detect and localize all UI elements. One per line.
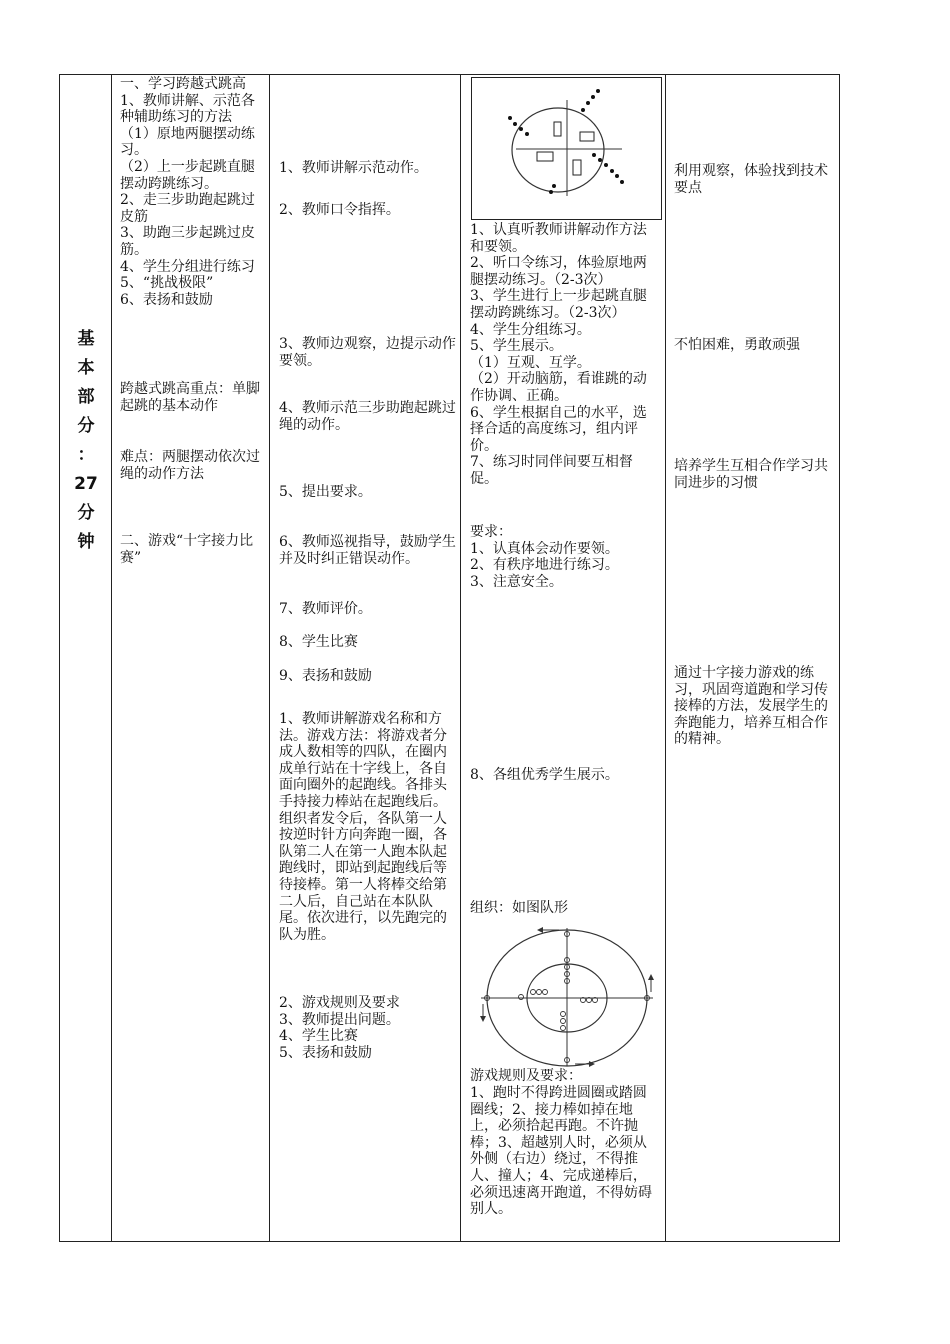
game-title: 二、游戏“十字接力比赛” — [120, 533, 254, 566]
column-divider — [269, 75, 270, 1241]
relay-formation-diagram — [471, 922, 661, 1067]
content-line: 6、表扬和鼓励 — [120, 291, 213, 308]
student-item: 4、学生分组练习。 — [470, 321, 591, 338]
section-char: 27 — [74, 474, 98, 494]
intent-item: 培养学生互相合作学习共同进步的习惯 — [674, 458, 828, 491]
teacher-item: 6、教师巡视指导，鼓励学生并及时纠正错误动作。 — [279, 534, 456, 567]
organization-label: 组织：如图队形 — [470, 900, 568, 916]
game-description: 1、教师讲解游戏名称和方法。游戏方法：将游戏者分成人数相等的四队，在圈内成单行站在十字线上，各自面向圈外的起跑线。各排头手持接力棒站在起跑线后。组织者发令后，各队第一人按逆时针方向奔跑一圈，各队第二人在第一人跑本队起跑线时，即站到起跑线后等待接棒。第一人将棒交给第二人后，自己站在本队队尾。依次进行，以先跑完的队为胜。 — [279, 711, 447, 943]
requirement-title: 要求： — [470, 524, 512, 540]
intent-item: 通过十字接力游戏的练习，巩固弯道跑和学习传接棒的方法，发展学生的奔跑能力，培养互相合作的精神。 — [674, 665, 828, 748]
section-char: 分 — [77, 503, 95, 523]
content-line: 1、教师讲解、示范各种辅助练习的方法 — [120, 92, 255, 126]
teacher-item: 3、教师边观察，边提示动作要领。 — [279, 336, 456, 369]
column-divider — [111, 75, 112, 1241]
content-line: 2、走三步助跑起跳过皮筋 — [120, 192, 255, 225]
rules-title: 游戏规则及要求： — [470, 1068, 582, 1084]
student-items — [470, 222, 660, 488]
requirement-item: 1、认真体会动作要领。 — [470, 540, 619, 557]
section-char: ： — [77, 445, 95, 465]
student-dots — [508, 89, 624, 194]
formation-drawing-2 — [471, 922, 661, 1067]
content-lines — [120, 76, 264, 308]
requirement-item: 3、注意安全。 — [470, 573, 563, 590]
teacher-game-items — [279, 995, 455, 1061]
teacher-item: 1、教师讲解示范动作。 — [279, 160, 428, 176]
content-line: 一、学习跨越式跳高 — [120, 76, 246, 92]
student-item: 2、听口令练习，体验原地两腿摆动练习。（2-3次） — [470, 255, 647, 288]
difficulty-point: 难点：两腿摆动依次过绳的动作方法 — [120, 449, 260, 482]
content-line: （2）上一步起跳直腿摆动跨跳练习。 — [120, 158, 255, 192]
teacher-game-item: 5、表扬和鼓励 — [279, 1044, 372, 1061]
section-char: 本 — [77, 358, 95, 378]
content-line: 5、“挑战极限” — [120, 275, 214, 292]
teacher-game-item: 4、学生比赛 — [279, 1028, 358, 1045]
teacher-game-item: 3、教师提出问题。 — [279, 1011, 400, 1028]
teacher-item: 7、教师评价。 — [279, 601, 372, 617]
teacher-item: 4、教师示范三步助跑起跳过绳的动作。 — [279, 400, 456, 433]
column-divider — [665, 75, 666, 1241]
rules-text: 1、跑时不得跨进圆圈或踏圆圈线；2、接力棒如掉在地上，必须拾起再跑。不许抛棒；3、超越别人时，必须从外侧（右边）绕过，不得推人、撞人；4、完成递棒后，必须迅速离开跑道，不得妨碍别人。 — [470, 1085, 652, 1218]
student-item: 3、学生进行上一步起跳直腿摆动跨跳练习。（2-3次） — [470, 288, 647, 321]
content-line: 3、助跑三步起跳过皮筋。 — [120, 225, 255, 258]
teacher-item: 5、提出要求。 — [279, 484, 372, 500]
section-char: 分 — [77, 416, 95, 436]
student-requirements — [470, 524, 660, 590]
intent-item: 不怕困难，勇敢顽强 — [674, 337, 800, 353]
content-line: （1）原地两腿摆动练习。 — [120, 125, 255, 159]
student-item: 5、学生展示。 — [470, 338, 563, 355]
section-label — [60, 325, 112, 557]
student-item: 7、练习时同伴间要互相督促。 — [470, 454, 633, 487]
intent-item: 利用观察，体验找到技术要点 — [674, 163, 828, 196]
key-point: 跨越式跳高重点：单脚起跳的基本动作 — [120, 381, 260, 414]
teacher-game-item: 2、游戏规则及要求 — [279, 995, 400, 1011]
student-item: 6、学生根据自己的水平，选择合适的高度练习，组内评价。 — [470, 404, 647, 454]
column-divider — [460, 75, 461, 1241]
student-item: （2）开动脑筋，看谁跳的动作协调、正确。 — [470, 371, 647, 404]
teacher-item: 8、学生比赛 — [279, 634, 358, 650]
section-char: 部 — [77, 387, 95, 407]
formation-drawing-1 — [472, 78, 661, 219]
student-show: 8、各组优秀学生展示。 — [470, 767, 619, 783]
teacher-item: 9、表扬和鼓励 — [279, 668, 372, 684]
requirement-item: 2、有秩序地进行练习。 — [470, 557, 619, 574]
section-char: 基 — [77, 329, 95, 349]
section-char: 钟 — [77, 532, 95, 552]
content-line: 4、学生分组进行练习 — [120, 258, 255, 275]
student-item: （1）互观、互学。 — [470, 354, 591, 371]
high-jump-formation-diagram — [471, 77, 662, 220]
student-item: 1、认真听教师讲解动作方法和要领。 — [470, 222, 647, 255]
teacher-item: 2、教师口令指挥。 — [279, 202, 400, 218]
